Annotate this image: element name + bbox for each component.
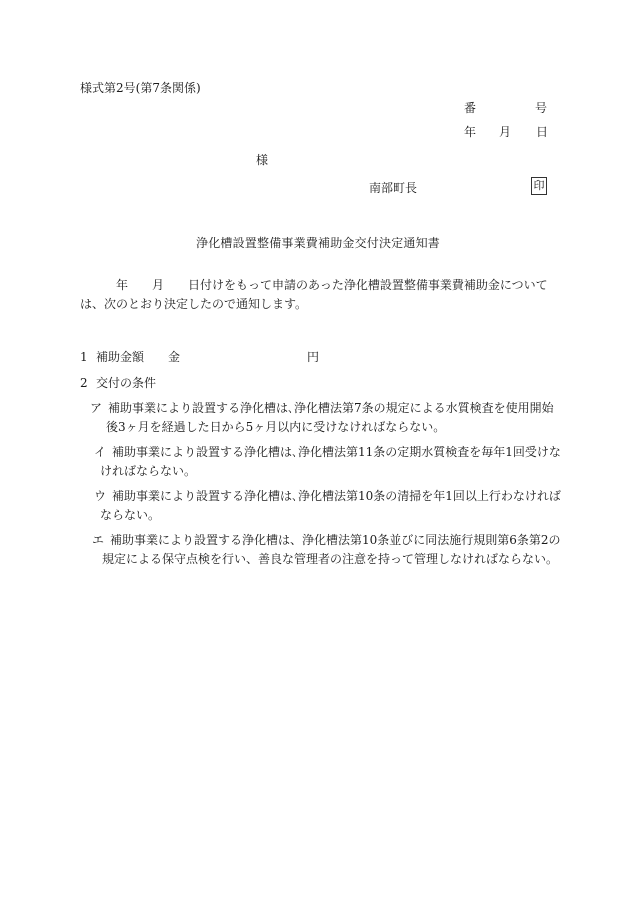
condition-i-line-2: ければならない｡	[100, 464, 191, 478]
amount-prefix: 金	[168, 350, 181, 364]
condition-a-line-2: 後3ヶ月を経過した日から5ヶ月以内に受けなければならない｡	[106, 420, 440, 434]
condition-i-text: 補助事業により設置する浄化槽は､浄化槽法第11条の定期水質検査を毎年1回受けな	[112, 445, 561, 459]
section-2-number: 2	[80, 376, 88, 390]
condition-e-mark: エ	[92, 533, 105, 547]
issuer-name: 南部町長	[369, 181, 418, 195]
condition-a-mark: ア	[90, 401, 103, 415]
condition-e-text: 補助事業により設置する浄化槽は、浄化槽法第10条並びに同法施行規則第6条第2の	[110, 533, 561, 547]
section-1-number: 1	[80, 350, 88, 364]
intro-month-label: 月	[152, 278, 165, 292]
intro-paragraph	[80, 276, 550, 314]
condition-u-line-1	[94, 485, 561, 507]
section-1-label: 補助金額	[96, 350, 145, 364]
amount-unit: 円	[307, 350, 320, 364]
section-2-label: 交付の条件	[96, 376, 157, 390]
condition-a-text: 補助事業により設置する浄化槽は､浄化槽法第7条の規定による水質検査を使用開始	[108, 401, 554, 415]
condition-e-line-2: 規定による保守点検を行い、善良な管理者の注意を持って管理しなければならない。	[102, 552, 559, 566]
condition-u-line-2: ならない｡	[100, 508, 155, 522]
intro-line-2: は、次のとおり決定したので通知します。	[80, 297, 308, 311]
condition-u-mark: ウ	[94, 489, 107, 503]
intro-line-1	[80, 276, 550, 295]
document-title: 浄化槽設置整備事業費補助金交付決定通知書	[196, 236, 441, 250]
document-number-suffix: 号	[535, 101, 548, 115]
condition-i-mark: イ	[94, 445, 107, 459]
document-number-label: 番	[464, 101, 477, 115]
date-day-label: 日	[536, 125, 549, 139]
date-month-label: 月	[499, 125, 512, 139]
recipient-honorific: 様	[256, 153, 269, 167]
condition-u-text: 補助事業により設置する浄化槽は､浄化槽法第10条の清掃を年1回以上行わなければ	[112, 489, 561, 503]
intro-text: 日付けをもって申請のあった浄化槽設置整備事業費補助金について	[188, 278, 548, 292]
seal-stamp-box: 印	[531, 177, 547, 195]
form-label: 様式第2号(第7条関係)	[80, 81, 201, 95]
intro-year-label: 年	[116, 278, 129, 292]
date-year-label: 年	[464, 125, 477, 139]
